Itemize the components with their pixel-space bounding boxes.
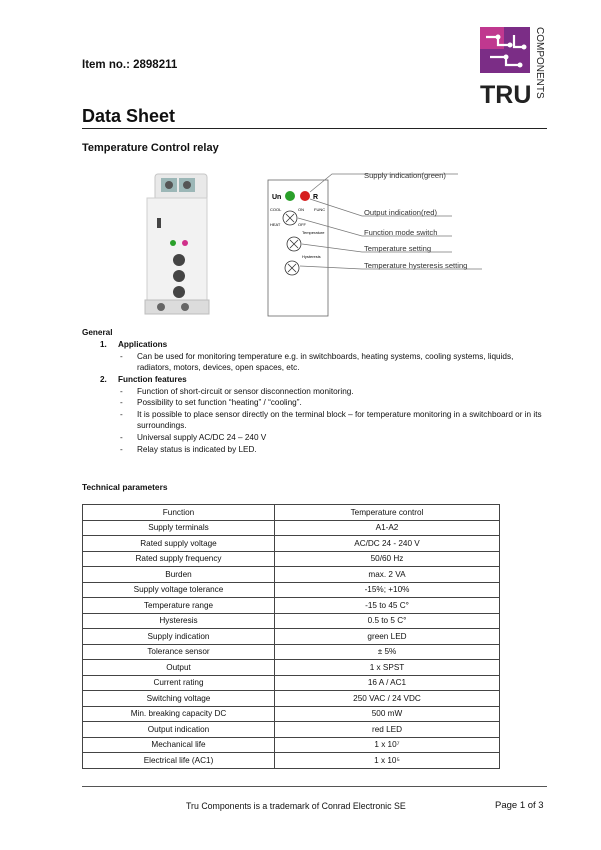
list-item-continued: radiators, motors, devices, open spaces, etc. [137,363,300,372]
on-label: ON [298,207,304,212]
table-row [83,536,500,552]
parameter-name-cell: Supply indication [83,629,275,645]
parameter-name-cell: Current rating [83,675,275,691]
list-dash: - [120,445,123,454]
page-number: Page 1 of 3 [495,800,544,811]
list-dash: - [120,352,123,361]
parameter-name-cell: Burden [83,567,275,583]
r-led-label: R [313,194,319,201]
tru-components-logo [480,27,548,107]
table-row [83,598,500,614]
list-item: It is possible to place sensor directly on the terminal block – for temperature monitoring in a switchboard or in its [137,410,542,419]
parameter-value-cell: 0.5 to 5 C° [275,613,500,629]
callout-temperature-setting: Temperature setting [364,244,432,253]
list-item: Possibility to set function “heating” / “cooling”. [137,398,302,407]
parameter-value-cell: 16 A / AC1 [275,675,500,691]
callout-output-indication: Output indication(red) [364,208,438,217]
table-row [83,520,500,536]
parameter-value-cell: 1 x 10⁷ [275,737,500,753]
parameter-name-cell: Temperature range [83,598,275,614]
list-item-continued: surroundings. [137,421,187,430]
parameter-name-cell: Mechanical life [83,737,275,753]
parameter-name-cell: Output [83,660,275,676]
callout-supply-indication: Supply indication(green) [364,171,446,180]
parameter-name-cell: Supply terminals [83,520,275,536]
front-panel-diagram [262,166,552,318]
table-row [83,737,500,753]
parameter-value-cell: green LED [275,629,500,645]
parameter-value-cell: 1 x 10⁵ [275,753,500,769]
general-heading: General [82,328,113,337]
hysteresis-label: Hysteresis [302,254,321,259]
heat-label: HEAT [270,222,281,227]
table-row [83,753,500,769]
title-divider [82,128,547,129]
list-dash: - [120,387,123,396]
cool-label: COOL [270,207,282,212]
section-title-applications: Applications [118,340,168,349]
red-led-icon [300,191,310,201]
logo-side-text: COMPONENTS [534,27,545,99]
section-title-function-features: Function features [118,375,187,384]
list-item: Function of short-circuit or sensor disconnection monitoring. [137,387,354,396]
section-number: 1. [100,340,107,349]
list-dash: - [120,398,123,407]
temperature-label: Temperature [302,230,325,235]
parameter-value-cell: A1-A2 [275,520,500,536]
page-subtitle: Temperature Control relay [82,142,219,154]
parameter-value-cell: -15 to 45 C° [275,598,500,614]
parameter-value-cell: -15%; +10% [275,582,500,598]
footer-divider [82,786,547,787]
page-title: Data Sheet [82,106,176,126]
list-item: Relay status is indicated by LED. [137,445,257,454]
green-led-icon [285,191,295,201]
parameter-value-cell: Temperature control [275,505,500,521]
parameter-name-cell: Hysteresis [83,613,275,629]
parameter-value-cell: ± 5% [275,644,500,660]
parameter-value-cell: 250 VAC / 24 VDC [275,691,500,707]
off-label: OFF [298,222,306,227]
parameter-name-cell: Supply voltage tolerance [83,582,275,598]
table-row [83,629,500,645]
table-row [83,722,500,738]
table-row [83,505,500,521]
parameter-name-cell: Switching voltage [83,691,275,707]
item-number: Item no.: 2898211 [82,59,178,71]
list-item: Can be used for monitoring temperature e.g. in switchboards, heating systems, cooling systems, liquids, [137,352,514,361]
un-led-label: Un [272,194,282,201]
parameter-value-cell: max. 2 VA [275,567,500,583]
parameter-name-cell: Rated supply voltage [83,536,275,552]
technical-parameters-table [82,504,500,769]
footer-trademark: Tru Components is a trademark of Conrad Electronic SE [186,801,406,811]
parameter-value-cell: AC/DC 24 - 240 V [275,536,500,552]
relay-product-image [135,168,215,318]
table-row [83,660,500,676]
parameter-value-cell: 500 mW [275,706,500,722]
logo-text: TRU [480,81,532,107]
table-row [83,551,500,567]
callout-hysteresis-setting: Temperature hysteresis setting [364,261,468,270]
parameter-name-cell: Rated supply frequency [83,551,275,567]
parameter-value-cell: 1 x SPST [275,660,500,676]
parameter-name-cell: Function [83,505,275,521]
table-row [83,675,500,691]
func-label: FUNC [314,207,326,212]
technical-parameters-heading: Technical parameters [82,482,168,492]
table-row [83,691,500,707]
section-number: 2. [100,375,107,384]
table-row [83,706,500,722]
parameter-name-cell: Tolerance sensor [83,644,275,660]
list-dash: - [120,410,123,419]
table-row [83,613,500,629]
list-dash: - [120,433,123,442]
parameter-name-cell: Min. breaking capacity DC [83,706,275,722]
table-row [83,567,500,583]
parameter-name-cell: Electrical life (AC1) [83,753,275,769]
parameter-value-cell: red LED [275,722,500,738]
parameter-value-cell: 50/60 Hz [275,551,500,567]
table-row [83,644,500,660]
list-item: Universal supply AC/DC 24 – 240 V [137,433,267,442]
table-row [83,582,500,598]
callout-function-mode: Function mode switch [364,228,438,237]
parameter-name-cell: Output indication [83,722,275,738]
